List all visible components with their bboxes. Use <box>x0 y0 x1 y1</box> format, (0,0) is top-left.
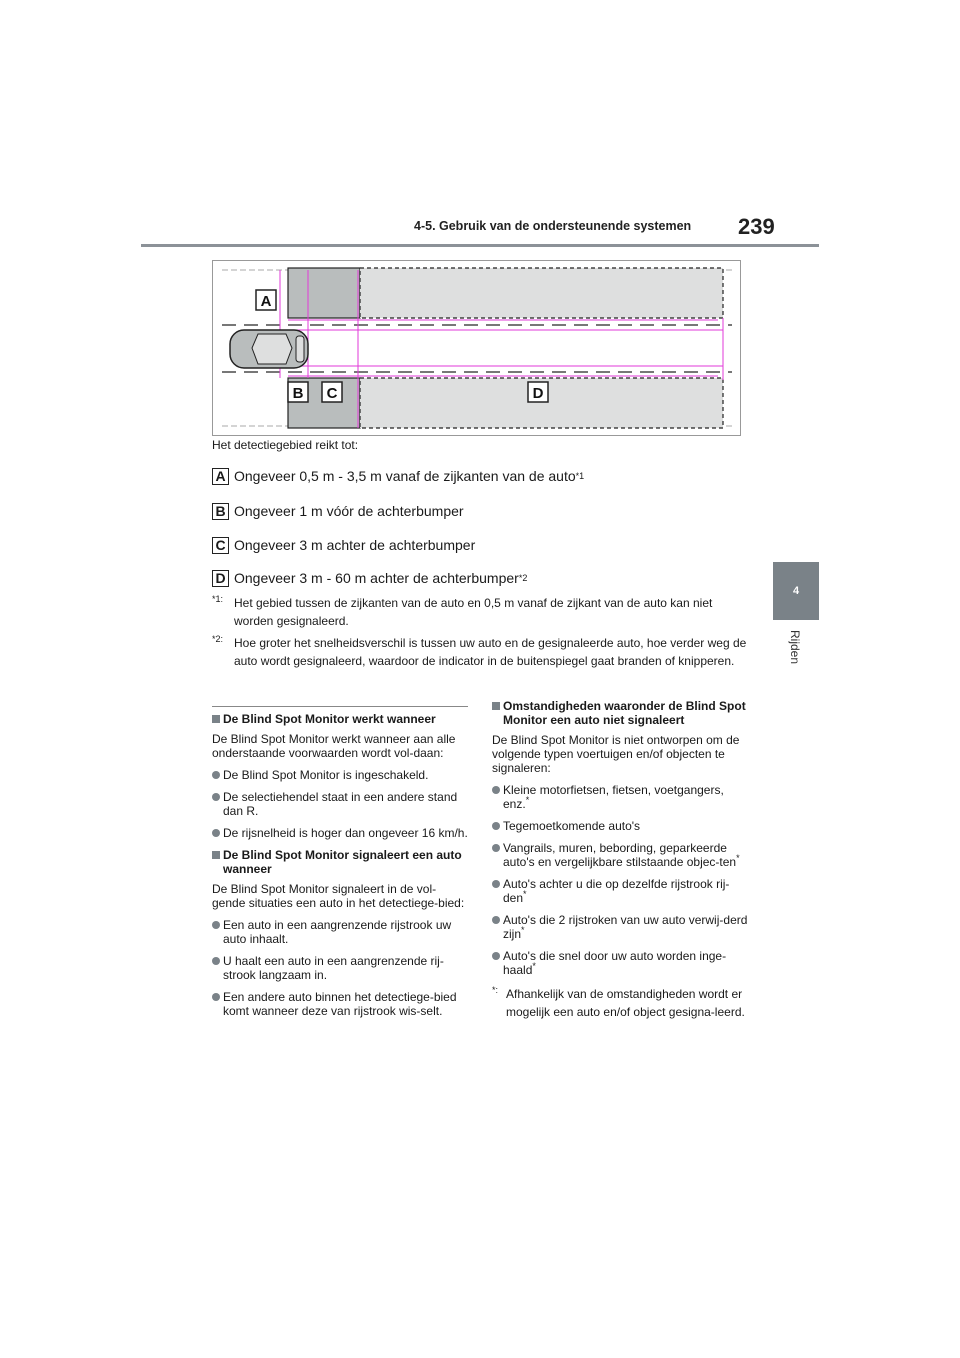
section-heading: De Blind Spot Monitor werkt wanneer <box>212 712 468 726</box>
legend-row-a: A Ongeveer 0,5 m - 3,5 m vanaf de zijkanten van de auto *1 <box>212 466 584 486</box>
section-intro: De Blind Spot Monitor signaleert in de vol-gende situaties een auto in het detectiege-bied: <box>212 882 465 910</box>
legend-letter: B <box>212 503 229 520</box>
header-rule <box>141 244 819 247</box>
section-heading: De Blind Spot Monitor signaleert een auto wanneer <box>212 848 468 876</box>
legend-text: Ongeveer 3 m achter de achterbumper <box>234 537 476 553</box>
car-icon <box>230 330 308 368</box>
list-item: U haalt een auto in een aangrenzende rij-strook langzaam in. <box>212 954 468 982</box>
detection-area-diagram <box>212 260 742 436</box>
chapter-tab: 4 <box>773 562 819 620</box>
legend-text: Ongeveer 0,5 m - 3,5 m vanaf de zijkanten van de auto <box>234 468 576 484</box>
column-rule <box>212 706 468 707</box>
legend-letter: D <box>212 570 229 587</box>
footnote-mark: *2: <box>212 634 224 644</box>
chapter-label-text: Rijden <box>788 630 802 665</box>
list-item: Vangrails, muren, bebording, geparkeerde auto's en vergelijkbare stilstaande objec-ten* <box>492 841 748 869</box>
legend-text: Ongeveer 3 m - 60 m achter de achterbumper <box>234 570 519 586</box>
situation-list <box>212 918 468 1018</box>
list-item: Kleine motorfietsen, fietsen, voetgangers, enz.* <box>492 783 748 811</box>
footnote-mark: *: <box>492 985 499 995</box>
page-number: 239 <box>738 214 775 239</box>
diagram-label-b <box>288 382 308 402</box>
list-item: Auto's achter u die op dezelfde rijstrook rij-den* <box>492 877 748 905</box>
exception-list <box>492 783 748 977</box>
zone-b-c-top <box>288 268 360 318</box>
diagram-label-a <box>256 290 276 310</box>
section-title: 4-5. Gebruik van de ondersteunende systemen <box>414 219 692 233</box>
diagram-label-c <box>322 382 342 402</box>
right-column <box>492 699 748 1021</box>
footnote-text: Afhankelijk van de omstandigheden wordt er mogelijk een auto en/of object gesigna-leerd. <box>506 987 745 1019</box>
list-item: Een andere auto binnen het detectiege-bied komt wanneer deze van rijstrook wis-selt. <box>212 990 468 1018</box>
list-item: De rijsnelheid is hoger dan ongeveer 16 km/h. <box>212 826 468 840</box>
list-item: Auto's die 2 rijstroken van uw auto verwij-derd zijn* <box>492 913 748 941</box>
footnote-text: Het gebied tussen de zijkanten van de auto en 0,5 m vanaf de zijkant van de auto kan niet worden gesignaleerd. <box>234 596 713 628</box>
list-item: Een auto in een aangrenzende rijstrook uw auto inhaalt. <box>212 918 468 946</box>
footnote-text: Hoe groter het snelheidsverschil is tussen uw auto en de gesignaleerde auto, hoe verder weg de auto wordt gesignaleerd, waardoor de indicator in de buitenspiegel gaat branden of knipperen. <box>234 636 747 668</box>
section-intro: De Blind Spot Monitor werkt wanneer aan alle onderstaande voorwaarden wordt vol-daan: <box>212 732 456 760</box>
footnote-2 <box>212 634 752 668</box>
column-footnote <box>492 985 748 1021</box>
left-column <box>212 712 468 1026</box>
list-item: Auto's die snel door uw auto worden inge-haald* <box>492 949 748 977</box>
legend-letter: A <box>212 468 229 485</box>
legend-letter: C <box>212 537 229 554</box>
footnote-mark: *1: <box>212 594 224 604</box>
legend-row-b <box>212 501 464 521</box>
section-heading: Omstandigheden waaronder de Blind Spot Monitor een auto niet signaleert <box>492 699 748 727</box>
svg-text:A: A <box>260 293 272 310</box>
legend-row-c <box>212 535 475 555</box>
footnote-1 <box>212 594 752 628</box>
condition-list <box>212 768 468 840</box>
chapter-label <box>778 630 808 680</box>
diagram-label-d <box>528 382 548 402</box>
legend-row-d: D Ongeveer 3 m - 60 m achter de achterbumper *2 <box>212 568 527 588</box>
svg-text:D: D <box>532 385 544 402</box>
list-item: Tegemoetkomende auto's <box>492 819 748 833</box>
section-intro: De Blind Spot Monitor is niet ontworpen om de volgende typen voertuigen en/of objecten te signaleren: <box>492 733 740 775</box>
zone-d-top <box>360 268 723 318</box>
svg-text:B: B <box>292 385 304 402</box>
list-item: De Blind Spot Monitor is ingeschakeld. <box>212 768 468 782</box>
legend-text: Ongeveer 1 m vóór de achterbumper <box>234 503 464 519</box>
list-item: De selectiehendel staat in een andere stand dan R. <box>212 790 468 818</box>
svg-text:C: C <box>326 385 338 402</box>
intro-text: Het detectiegebied reikt tot: <box>212 438 359 452</box>
